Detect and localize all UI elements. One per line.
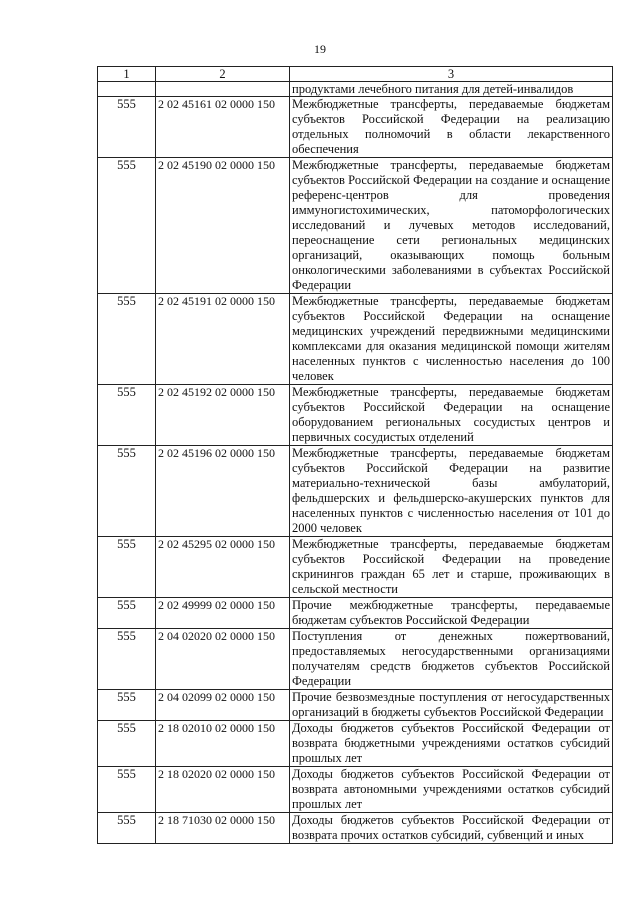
revenue-name-cell: Поступления от денежных пожертвований, предоставляемых негосударственными организациями получателям средств бюджетов субъектов Российской Федерации	[290, 629, 613, 690]
budget-classification-code-cell: 2 02 45161 02 0000 150	[156, 97, 290, 158]
table-header-row	[98, 67, 613, 82]
revenue-name-cell: Доходы бюджетов субъектов Российской Федерации от возврата бюджетными учреждениями остатков субсидий прошлых лет	[290, 721, 613, 767]
table-row	[98, 385, 613, 446]
admin-code-cell: 555	[98, 629, 156, 690]
table-row	[98, 97, 613, 158]
revenue-name-cell: Межбюджетные трансферты, передаваемые бюджетам субъектов Российской Федерации на оснащение оборудованием региональных сосудистых центров и первичных сосудистых отделений	[290, 385, 613, 446]
admin-code-cell: 555	[98, 385, 156, 446]
table-row	[98, 158, 613, 294]
budget-classification-code-cell: 2 02 45190 02 0000 150	[156, 158, 290, 294]
revenue-name-cell: Межбюджетные трансферты, передаваемые бюджетам субъектов Российской Федерации на развитие материально-технической базы амбулаторий, фельдшерских и фельдшерско-акушерских пунктов для населенных пунктов с численностью населения от 101 до 2000 человек	[290, 446, 613, 537]
table-row	[98, 598, 613, 629]
table-body	[98, 82, 613, 844]
revenue-name-cell: Межбюджетные трансферты, передаваемые бюджетам субъектов Российской Федерации на реализацию отдельных полномочий в области лекарственного обеспечения	[290, 97, 613, 158]
page-number: 19	[314, 42, 326, 56]
revenue-name-cell: Прочие межбюджетные трансферты, передаваемые бюджетам субъектов Российской Федерации	[290, 598, 613, 629]
table-row	[98, 446, 613, 537]
table-row	[98, 721, 613, 767]
budget-classification-code-cell: 2 02 45192 02 0000 150	[156, 385, 290, 446]
admin-code-cell: 555	[98, 721, 156, 767]
column-header-3: 3	[290, 67, 613, 82]
table-row	[98, 629, 613, 690]
table-row	[98, 537, 613, 598]
budget-classification-code-cell: 2 18 71030 02 0000 150	[156, 813, 290, 844]
revenue-name-cell: Доходы бюджетов субъектов Российской Федерации от возврата автономными учреждениями остатков субсидий прошлых лет	[290, 767, 613, 813]
column-header-2: 2	[156, 67, 290, 82]
budget-classification-code-cell: 2 02 49999 02 0000 150	[156, 598, 290, 629]
table-row	[98, 294, 613, 385]
continuation-text: продуктами лечебного питания для детей-инвалидов	[290, 82, 613, 97]
budget-revenue-table	[97, 66, 613, 844]
revenue-name-cell: Прочие безвозмездные поступления от негосударственных организаций в бюджеты субъектов Российской Федерации	[290, 690, 613, 721]
admin-code-cell: 555	[98, 690, 156, 721]
admin-code-cell: 555	[98, 598, 156, 629]
budget-classification-code-cell: 2 02 45196 02 0000 150	[156, 446, 290, 537]
budget-classification-code-cell: 2 02 45191 02 0000 150	[156, 294, 290, 385]
table-row	[98, 767, 613, 813]
admin-code-cell: 555	[98, 294, 156, 385]
revenue-name-cell: Доходы бюджетов субъектов Российской Федерации от возврата прочих остатков субсидий, субвенций и иных	[290, 813, 613, 844]
table-row	[98, 813, 613, 844]
continuation-row	[98, 82, 613, 97]
revenue-name-cell: Межбюджетные трансферты, передаваемые бюджетам субъектов Российской Федерации на оснащение медицинских учреждений передвижными медицинскими комплексами для оказания медицинской помощи жителям населенных пунктов с численностью населения до 100 человек	[290, 294, 613, 385]
table-row	[98, 690, 613, 721]
admin-code-cell: 555	[98, 537, 156, 598]
continuation-cell-empty	[156, 82, 290, 97]
budget-classification-code-cell: 2 02 45295 02 0000 150	[156, 537, 290, 598]
admin-code-cell: 555	[98, 158, 156, 294]
revenue-name-cell: Межбюджетные трансферты, передаваемые бюджетам субъектов Российской Федерации на проведение скринингов граждан 65 лет и старше, проживающих в сельской местности	[290, 537, 613, 598]
admin-code-cell: 555	[98, 446, 156, 537]
continuation-cell-empty	[98, 82, 156, 97]
admin-code-cell: 555	[98, 767, 156, 813]
admin-code-cell: 555	[98, 97, 156, 158]
admin-code-cell: 555	[98, 813, 156, 844]
budget-classification-code-cell: 2 18 02010 02 0000 150	[156, 721, 290, 767]
revenue-name-cell: Межбюджетные трансферты, передаваемые бюджетам субъектов Российской Федерации на создание и оснащение референс-центров для проведения иммуногистохимических, патоморфологических исследований и лучевых методов исследований, переоснащение сети региональных медицинских организаций, оказывающих помощь больным онкологическими заболеваниями в субъектах Российской Федерации	[290, 158, 613, 294]
budget-classification-code-cell: 2 04 02020 02 0000 150	[156, 629, 290, 690]
budget-classification-code-cell: 2 18 02020 02 0000 150	[156, 767, 290, 813]
column-header-1: 1	[98, 67, 156, 82]
budget-classification-code-cell: 2 04 02099 02 0000 150	[156, 690, 290, 721]
